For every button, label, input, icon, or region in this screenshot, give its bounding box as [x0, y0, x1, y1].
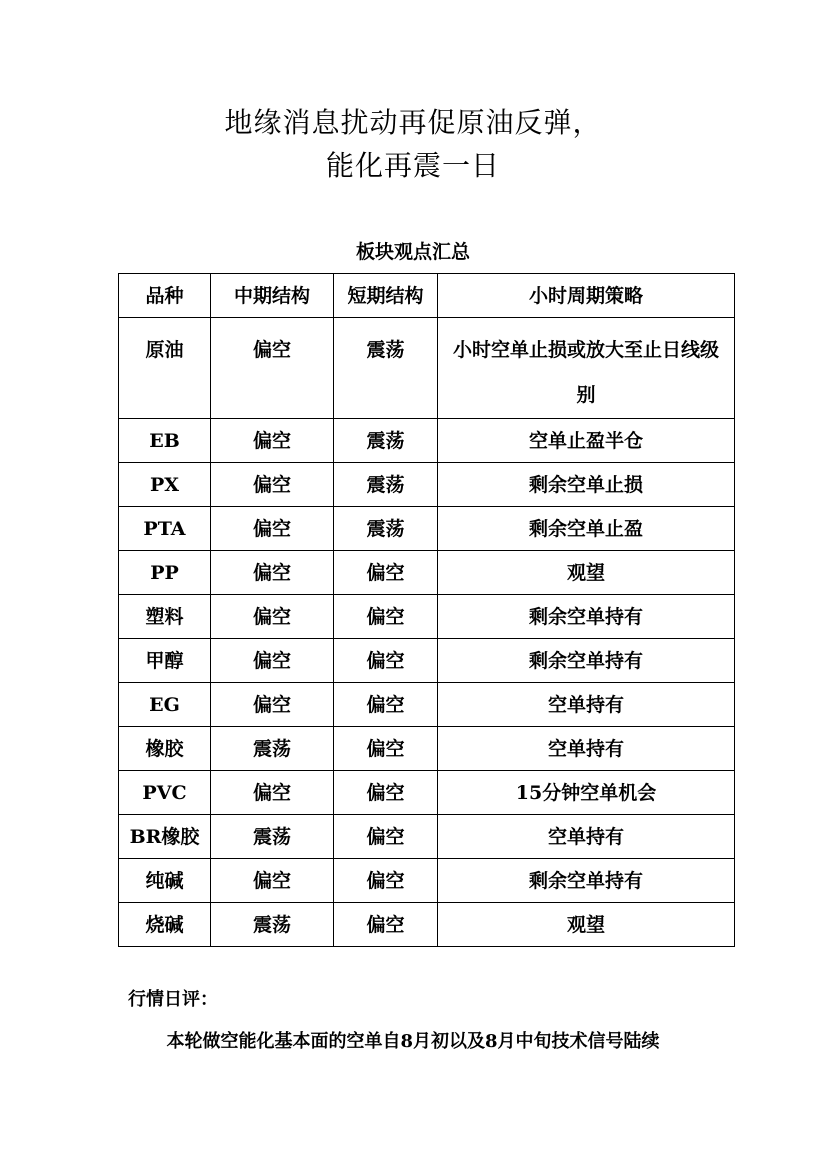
- cell-strategy: 剩余空单止损: [438, 463, 735, 507]
- cell-variety: 纯碱: [119, 859, 211, 903]
- document-title-line-1: 地缘消息扰动再促原油反弹，: [224, 106, 602, 139]
- table-header-row: [119, 274, 735, 318]
- cell-mid-term: 偏空: [211, 463, 334, 507]
- cell-short-term: 偏空: [334, 639, 438, 683]
- market-comment-label: 行情日评：: [128, 989, 218, 1010]
- cell-variety: PTA: [119, 507, 211, 551]
- cell-mid-term: 震荡: [211, 815, 334, 859]
- column-header-short-term: 短期结构: [334, 274, 438, 318]
- cell-short-term: 偏空: [334, 903, 438, 947]
- cell-variety: PVC: [119, 771, 211, 815]
- document-title-line-2: 能化再震一日: [325, 149, 500, 182]
- cell-variety: 原油: [119, 318, 211, 419]
- table-row: [119, 815, 735, 859]
- column-header-variety: 品种: [119, 274, 211, 318]
- cell-strategy: 剩余空单止盈: [438, 507, 735, 551]
- sector-summary-table: [118, 273, 735, 947]
- table-row: [119, 595, 735, 639]
- cell-short-term: 偏空: [334, 551, 438, 595]
- cell-mid-term: 震荡: [211, 903, 334, 947]
- cell-short-term: 震荡: [334, 419, 438, 463]
- cell-strategy: 小时空单止损或放大至止日线级别: [438, 318, 735, 419]
- table-row: [119, 903, 735, 947]
- table-row: [119, 507, 735, 551]
- cell-short-term: 偏空: [334, 771, 438, 815]
- cell-short-term: 偏空: [334, 727, 438, 771]
- cell-mid-term: 偏空: [211, 683, 334, 727]
- column-header-mid-term: 中期结构: [211, 274, 334, 318]
- cell-mid-term: 偏空: [211, 639, 334, 683]
- cell-variety: PX: [119, 463, 211, 507]
- table-row: [119, 419, 735, 463]
- column-header-hourly-strategy: 小时周期策略: [438, 274, 735, 318]
- cell-mid-term: 偏空: [211, 859, 334, 903]
- cell-strategy: 剩余空单持有: [438, 595, 735, 639]
- cell-mid-term: 偏空: [211, 419, 334, 463]
- table-row: [119, 318, 735, 419]
- cell-mid-term: 偏空: [211, 595, 334, 639]
- cell-variety: EB: [119, 419, 211, 463]
- table-row: [119, 859, 735, 903]
- cell-short-term: 震荡: [334, 463, 438, 507]
- cell-mid-term: 偏空: [211, 318, 334, 419]
- cell-strategy: 15分钟空单机会: [438, 771, 735, 815]
- cell-variety: 橡胶: [119, 727, 211, 771]
- cell-variety: 烧碱: [119, 903, 211, 947]
- cell-mid-term: 偏空: [211, 771, 334, 815]
- cell-strategy: 观望: [438, 551, 735, 595]
- cell-short-term: 震荡: [334, 507, 438, 551]
- cell-strategy: 空单持有: [438, 815, 735, 859]
- cell-variety: 甲醇: [119, 639, 211, 683]
- cell-strategy: 空单止盈半仓: [438, 419, 735, 463]
- cell-mid-term: 偏空: [211, 551, 334, 595]
- cell-variety: 塑料: [119, 595, 211, 639]
- cell-variety: BR橡胶: [119, 815, 211, 859]
- table-row: [119, 727, 735, 771]
- cell-strategy: 剩余空单持有: [438, 859, 735, 903]
- table-row: [119, 683, 735, 727]
- cell-variety: EG: [119, 683, 211, 727]
- section-title: 板块观点汇总: [355, 241, 470, 263]
- cell-mid-term: 震荡: [211, 727, 334, 771]
- cell-short-term: 偏空: [334, 815, 438, 859]
- cell-strategy: 空单持有: [438, 683, 735, 727]
- cell-short-term: 震荡: [334, 318, 438, 419]
- cell-mid-term: 偏空: [211, 507, 334, 551]
- cell-strategy: 空单持有: [438, 727, 735, 771]
- table-row: [119, 463, 735, 507]
- cell-strategy: 剩余空单持有: [438, 639, 735, 683]
- market-comment-text: 本轮做空能化基本面的空单自8月初以及8月中旬技术信号陆续: [166, 1031, 660, 1052]
- cell-short-term: 偏空: [334, 595, 438, 639]
- table-row: [119, 639, 735, 683]
- cell-short-term: 偏空: [334, 859, 438, 903]
- table-row: [119, 551, 735, 595]
- cell-short-term: 偏空: [334, 683, 438, 727]
- table-row: [119, 771, 735, 815]
- cell-variety: PP: [119, 551, 211, 595]
- cell-strategy: 观望: [438, 903, 735, 947]
